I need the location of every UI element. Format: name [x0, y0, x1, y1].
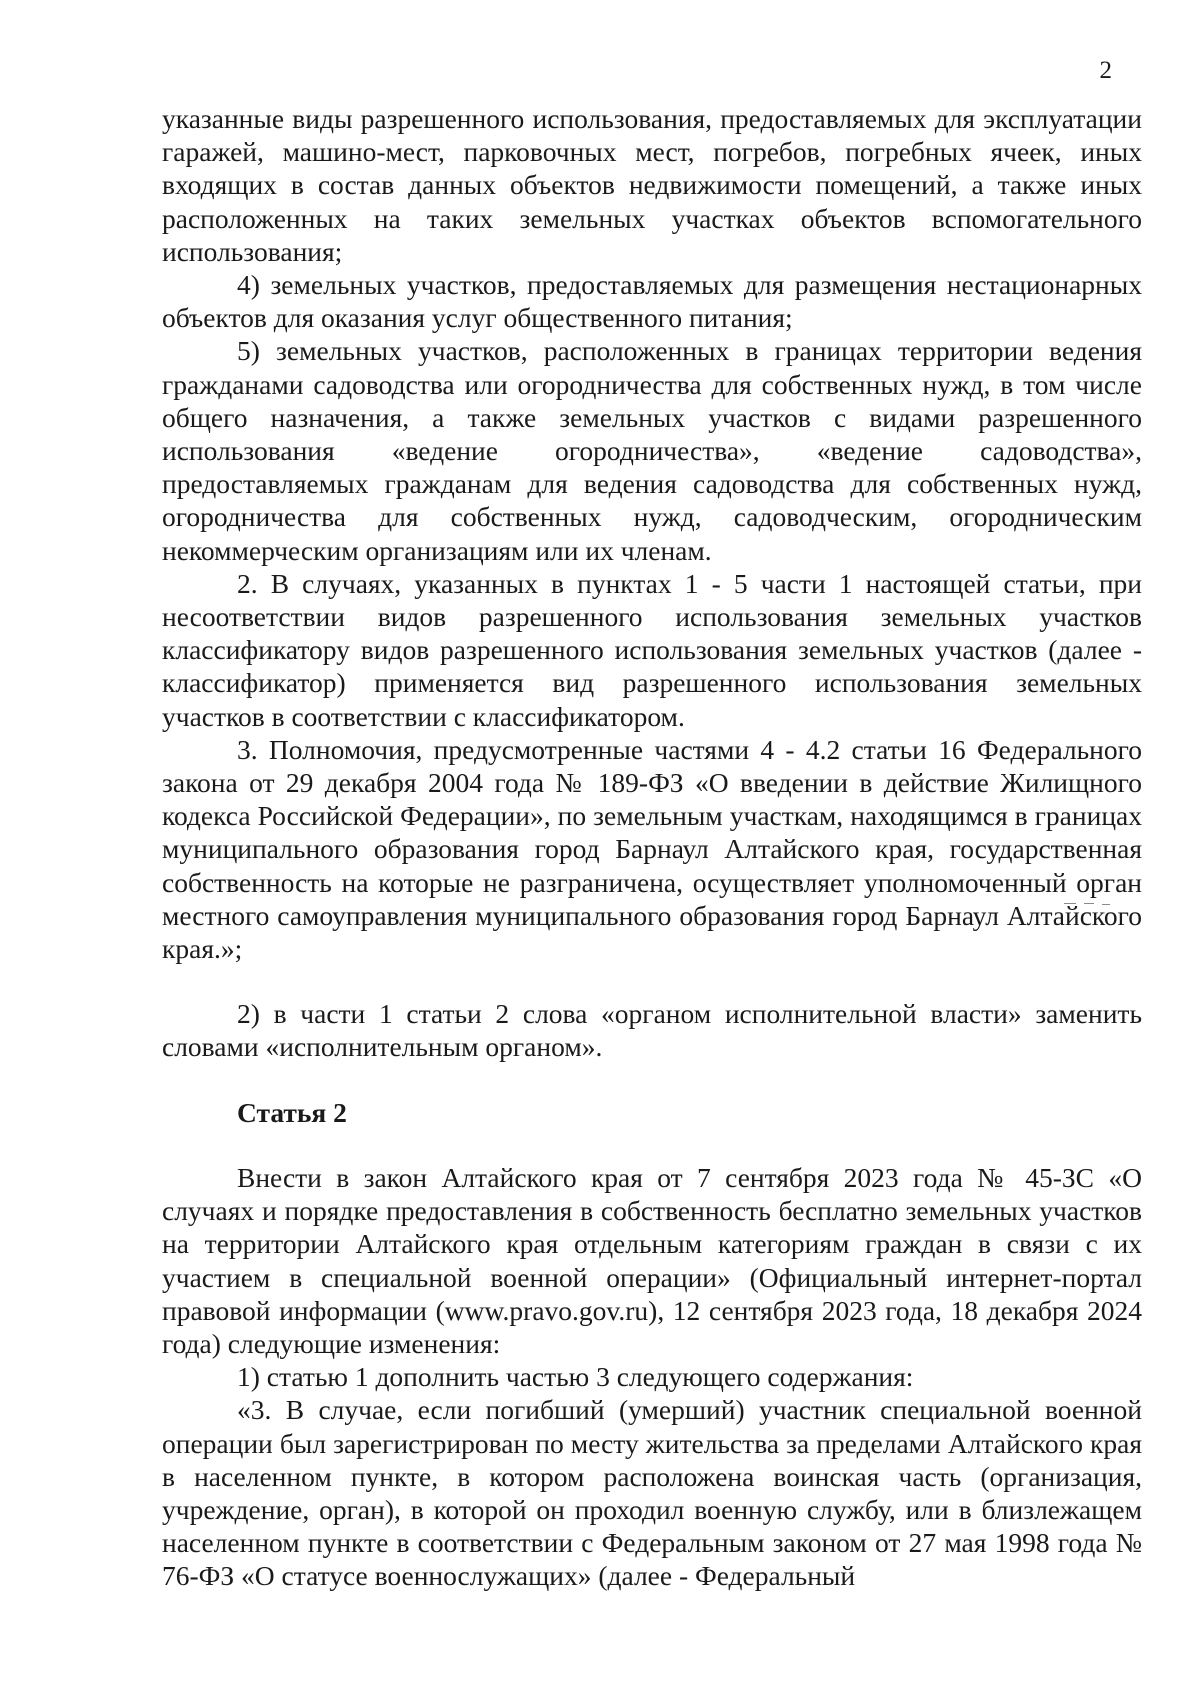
paragraph-part-3: 3. Полномочия, предусмотренные частями 4 - 4.2 статьи 16 Федерального закона от 29 декабря 2004 года № 189-ФЗ «О введении в действие Жилищного кодекса Российской Федерации», по земельным участкам, находящимся в границах муниципального образования город Барнаул Алтайского края, государственная собственность на которые не разграничена, осуществляет уполномоченный орган местного самоуправления муниципального образования город Барнаул Алтайского края.»; — [162, 733, 1142, 965]
page-number: 2 — [1099, 57, 1112, 84]
paragraph-article-2-intro: Внести в закон Алтайского края от 7 сентября 2023 года № 45-ЗС «О случаях и порядке предоставления в собственность бесплатно земельных участков на территории Алтайского края отдельным категориям граждан в связи с их участием в специальной военной операции» (Официальный интернет-портал правовой информации (www.pravo.gov.ru), 12 сентября 2023 года, 18 декабря 2024 года) следующие изменения: — [162, 1161, 1142, 1359]
paragraph-amendment-2: 2) в части 1 статьи 2 слова «органом исполнительной власти» заменить словами «исполнительным органом». — [162, 998, 1142, 1063]
article-heading: Статья 2 — [237, 1096, 347, 1128]
paragraph-continuation: указанные виды разрешенного использования, предоставляемых для эксплуатации гаражей, машино-мест, парковочных мест, погребов, погребных ячеек, иных входящих в состав данных объектов недвижимости помещений, а также иных расположенных на таких земельных участках объектов вспомогательного использования; — [162, 103, 1142, 267]
paragraph-part-2: 2. В случаях, указанных в пунктах 1 - 5 части 1 настоящей статьи, при несоответствии видов разрешенного использования земельных участков классификатору видов разрешенного использования земельных участков (далее - классификатор) применяется вид разрешенного использования земельных участков в соответствии с классификатором. — [162, 567, 1142, 732]
paragraph-item-4: 4) земельных участков, предоставляемых для размещения нестационарных объектов для оказания услуг общественного питания; — [162, 269, 1142, 334]
paragraph-article-2-item-1: 1) статью 1 дополнить частью 3 следующего содержания: — [237, 1361, 914, 1393]
paragraph-item-5: 5) земельных участков, расположенных в границах территории ведения гражданами садоводства или огородничества для собственных нужд, в том числе общего назначения, а также земельных участков с видами разрешенного использования «ведение огородничества», «ведение садоводства», предоставляемых гражданам для ведения садоводства для собственных нужд, огородничества для собственных нужд, садоводческим, огородническим некоммерческим организациям или их членам. — [162, 335, 1142, 566]
document-body — [162, 102, 1142, 1593]
paragraph-article-2-part-3: «3. В случае, если погибший (умерший) участник специальной военной операции был зарегистрирован по месту жительства за пределами Алтайского края в населенном пункте, в котором расположена воинская часть (организация, учреждение, орган), в которой он проходил военную службу, или в близлежащем населенном пункте в соответствии с Федеральным законом от 27 мая 1998 года № 76-ФЗ «О статусе военнослужащих» (далее - Федеральный — [162, 1394, 1142, 1592]
